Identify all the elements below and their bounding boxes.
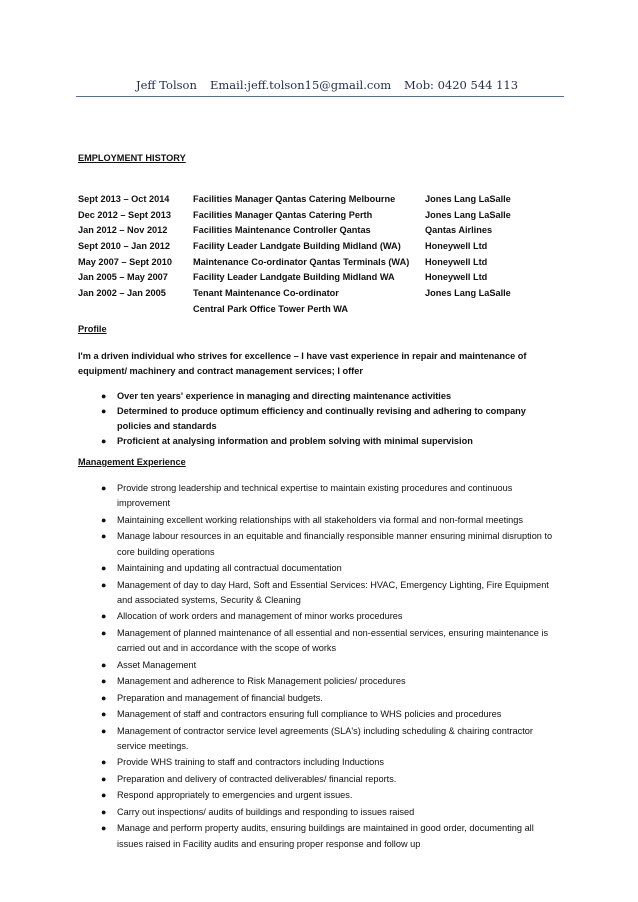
list-item — [78, 772, 558, 787]
bullet-icon: ● — [101, 790, 107, 801]
list-item — [78, 513, 558, 528]
list-item — [78, 805, 558, 820]
bullet-icon: ● — [101, 806, 107, 817]
bullet-icon: ● — [101, 627, 107, 638]
list-item-text: Respond appropriately to emergencies and urgent issues. — [117, 790, 353, 801]
bullet-icon: ● — [101, 563, 107, 574]
employment-role: Tenant Maintenance Co-ordinator — [193, 288, 339, 299]
list-item-text: Maintaining and updating all contractual documentation — [117, 563, 342, 574]
bullet-icon: ● — [101, 692, 107, 703]
list-item-text: Maintaining excellent working relationships with all stakeholders via formal and non-formal meetings — [117, 514, 523, 525]
employment-date: Jan 2012 – Nov 2012 — [78, 225, 168, 236]
bullet-icon: ● — [101, 531, 107, 542]
bullet-icon: ● — [101, 823, 107, 834]
list-item — [78, 389, 558, 404]
employment-row — [78, 257, 578, 273]
bullet-icon: ● — [101, 514, 107, 525]
employment-row — [78, 225, 578, 241]
employment-date: Sept 2010 – Jan 2012 — [78, 241, 170, 252]
management-bullet-list — [78, 481, 558, 853]
employment-row — [78, 288, 578, 314]
management-experience-title: Management Experience — [78, 457, 186, 467]
bullet-icon: ● — [101, 435, 107, 446]
list-item-text: Allocation of work orders and management of minor works procedures — [117, 611, 403, 622]
bullet-icon: ● — [101, 773, 107, 784]
list-item-text: Management of planned maintenance of all essential and non-essential services, ensuring maintenance is carried out and in accordance with the scope of works — [117, 627, 549, 654]
list-item-text: Management of staff and contractors ensuring full compliance to WHS policies and procedures — [117, 709, 502, 720]
header-name: Jeff Tolson — [136, 78, 197, 92]
header-email: Email:jeff.tolson15@gmail.com — [210, 78, 392, 92]
list-item-text: Provide strong leadership and technical expertise to maintain existing procedures and continuous improvement — [117, 483, 513, 509]
employment-role: Facilities Maintenance Controller Qantas — [193, 225, 371, 236]
bullet-icon: ● — [101, 483, 107, 493]
list-item — [78, 724, 558, 755]
bullet-icon: ● — [101, 676, 107, 687]
list-item — [78, 658, 558, 673]
list-item-text: Carry out inspections/ audits of buildings and responding to issues raised — [117, 806, 415, 817]
employment-role: Facilities Manager Qantas Catering Melbourne — [193, 194, 396, 204]
profile-title: Profile — [78, 324, 107, 334]
employment-role: Facility Leader Landgate Building Midland WA — [193, 272, 395, 283]
employment-role: Facility Leader Landgate Building Midland (WA) — [193, 241, 401, 252]
employment-role: Maintenance Co-ordinator Qantas Terminals (WA) — [193, 256, 410, 267]
list-item-text: Over ten years' experience in managing and directing maintenance activities — [117, 391, 452, 401]
list-item — [78, 481, 558, 512]
list-item — [78, 626, 558, 657]
employment-company: Jones Lang LaSalle — [425, 209, 511, 220]
employment-company: Qantas Airlines — [425, 225, 493, 236]
bullet-icon: ● — [101, 406, 107, 416]
employment-role: Facilities Manager Qantas Catering Perth — [193, 209, 373, 220]
list-item-text: Determined to produce optimum efficiency and continually revising and adhering to company policies and standards — [117, 406, 526, 431]
header-mobile: Mob: 0420 544 113 — [404, 78, 519, 92]
bullet-icon: ● — [101, 659, 107, 670]
profile-bullet-list — [78, 389, 558, 449]
profile-intro: I'm a driven individual who strives for excellence – I have vast experience in repair and maintenance of equipment/ machinery and contract management services; I offer — [78, 351, 527, 376]
list-item — [78, 691, 558, 706]
list-item — [78, 707, 558, 722]
employment-date: Dec 2012 – Sept 2013 — [78, 209, 171, 220]
employment-history-title: EMPLOYMENT HISTORY — [78, 153, 186, 163]
employment-date: Jan 2005 – May 2007 — [78, 272, 168, 283]
bullet-icon: ● — [101, 709, 107, 720]
employment-date: May 2007 – Sept 2010 — [78, 256, 172, 267]
list-item — [78, 755, 558, 770]
employment-date: Sept 2013 – Oct 2014 — [78, 194, 170, 204]
list-item — [78, 821, 558, 852]
list-item — [78, 578, 558, 609]
employment-company: Honeywell Ltd — [425, 256, 488, 267]
list-item-text: Asset Management — [117, 659, 197, 670]
bullet-icon: ● — [101, 391, 107, 401]
list-item-text: Management of day to day Hard, Soft and Essential Services: HVAC, Emergency Lighting, Fire Equipment and associated systems, Security & Cleaning — [117, 579, 549, 605]
list-item — [78, 674, 558, 689]
list-item-text: Provide WHS training to staff and contractors including Inductions — [117, 757, 384, 768]
employment-row — [78, 194, 578, 210]
list-item-text: Preparation and delivery of contracted deliverables/ financial reports. — [117, 773, 397, 784]
list-item — [78, 434, 558, 449]
list-item-text: Proficient at analysing information and problem solving with minimal supervision — [117, 435, 473, 446]
employment-company: Honeywell Ltd — [425, 272, 488, 283]
employment-row — [78, 272, 578, 288]
list-item — [78, 529, 558, 560]
list-item — [78, 561, 558, 576]
employment-history-table — [78, 194, 578, 314]
list-item-text: Management of contractor service level agreements (SLA's) including scheduling & chairing contractor service meetings. — [117, 725, 533, 751]
list-item — [78, 609, 558, 624]
list-item — [78, 788, 558, 803]
list-item — [78, 404, 558, 433]
bullet-icon: ● — [101, 611, 107, 622]
employment-row — [78, 210, 578, 226]
employment-row — [78, 241, 578, 257]
list-item-text: Manage labour resources in an equitable and financially responsible manner ensuring minimal disruption to core building operations — [117, 531, 553, 557]
employment-role-line2: Central Park Office Tower Perth WA — [193, 303, 349, 314]
employment-company: Honeywell Ltd — [425, 241, 488, 252]
document-header — [0, 78, 638, 94]
bullet-icon: ● — [101, 757, 107, 768]
list-item-text: Manage and perform property audits, ensuring buildings are maintained in good order, documenting all issues raised in Facility audits and ensuring proper response and follow up — [117, 823, 534, 849]
list-item-text: Management and adherence to Risk Management policies/ procedures — [117, 676, 406, 687]
bullet-icon: ● — [101, 725, 107, 736]
employment-company: Jones Lang LaSalle — [425, 194, 511, 204]
employment-company: Jones Lang LaSalle — [425, 288, 511, 299]
employment-date: Jan 2002 – Jan 2005 — [78, 288, 166, 299]
bullet-icon: ● — [101, 579, 107, 590]
header-divider — [76, 96, 564, 97]
list-item-text: Preparation and management of financial budgets. — [117, 692, 323, 703]
